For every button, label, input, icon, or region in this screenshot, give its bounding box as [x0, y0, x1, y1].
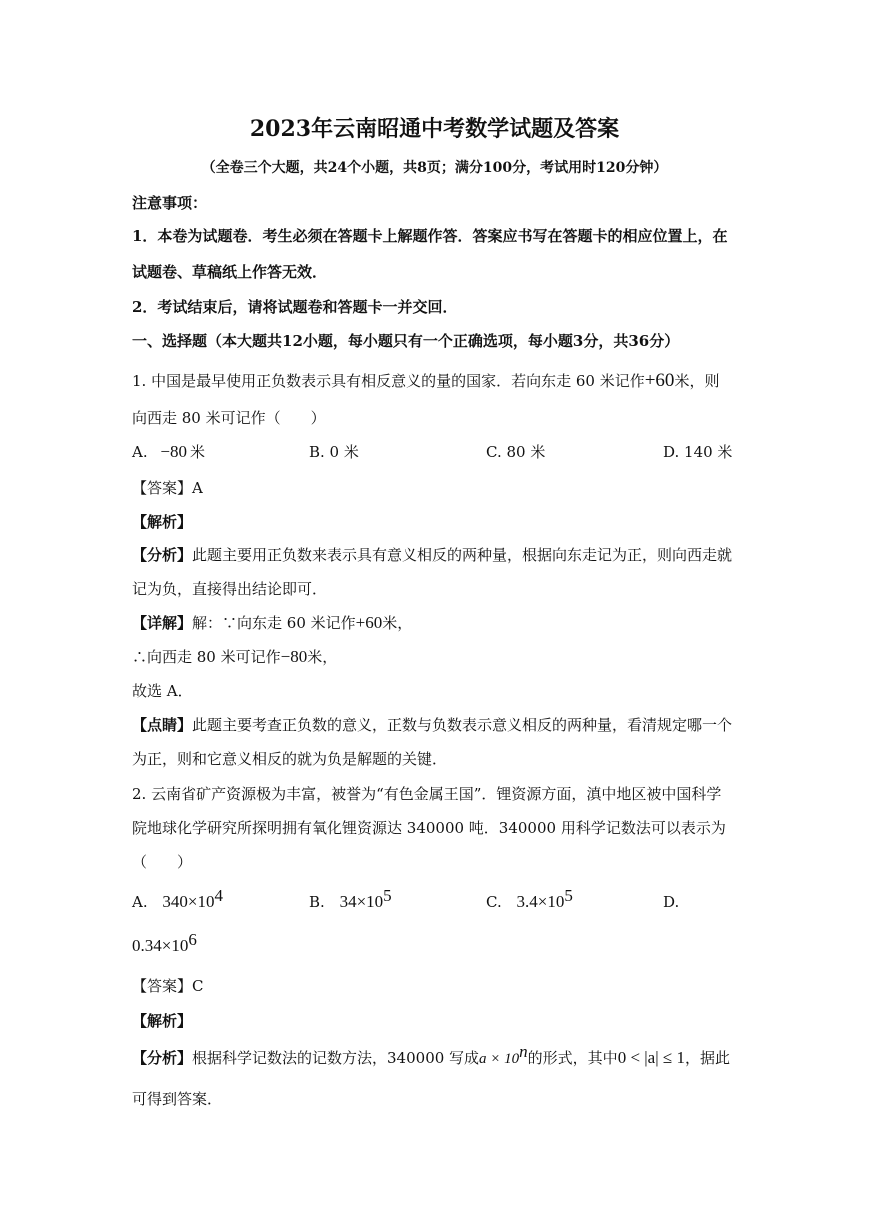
- q1-math-plus60: +60: [644, 370, 675, 391]
- q1-xiangjie: 【详解】解：∵向东走 60 米记作+60米，: [132, 613, 413, 632]
- section-heading: 一、选择题（本大题共12小题，每小题只有一个正确选项，每小题3分，共36分）: [132, 332, 680, 350]
- q2-answer: 【答案】C: [132, 977, 204, 995]
- q1-stem-line2: 向西走 80 米可记作（ ）: [132, 409, 326, 427]
- notes-heading: 注意事项：: [132, 194, 208, 212]
- q1-stem-line1: 1. 中国是最早使用正负数表示具有相反意义的量的国家．若向东走 60 米记作+60米，则: [132, 370, 720, 391]
- q2-option-c: C. $3.4\times 10^5$: [486, 886, 573, 911]
- note2: 2．考试结束后，请将试题卷和答题卡一并交回．: [132, 298, 458, 316]
- q2-fenxi-line2: 可得到答案．: [132, 1090, 223, 1108]
- q1-fenxi-line1: 【分析】此题主要用正负数来表示具有意义相反的两种量，根据向东走记为正，则向西走就: [132, 546, 733, 564]
- page-title: 2023年云南昭通中考数学试题及答案: [249, 116, 620, 142]
- q1-answer: 【答案】A: [132, 479, 203, 497]
- q1-option-d: D. 140 米: [663, 443, 733, 461]
- q1-therefore: ∴向西走 80 米可记作−80米，: [132, 647, 338, 666]
- q2-fenxi-line1: 【分析】根据科学记数法的记数方法，340000 写成$a \times 10^n$的形式，其中0 < |a| ≤ 1，据此: [132, 1042, 730, 1067]
- q1-dianjing-line1: 【点睛】此题主要考查正负数的意义，正数与负数表示意义相反的两种量，看清规定哪一个: [132, 716, 733, 734]
- q2-option-d: $0.34\times 10^6$: [132, 930, 197, 955]
- q1-choose: 故选 A．: [132, 682, 193, 700]
- q2-stem-line3: （ ）: [132, 853, 193, 871]
- q1-dianjing-line2: 为正，则和它意义相反的就为负是解题的关键．: [132, 750, 448, 768]
- note1-line1: 1．本卷为试题卷．考生必须在答题卡上解题作答．答案应书写在答题卡的相应位置上，在: [132, 227, 728, 245]
- q2-option-a: A. $340\times 10^4$: [132, 886, 223, 911]
- q2-option-b: B. $34\times 10^5$: [309, 886, 392, 911]
- note1-line2: 试题卷、草稿纸上作答无效．: [132, 263, 328, 281]
- q1-option-a: A. −80 米: [132, 442, 205, 461]
- exam-info: （全卷三个大题，共24个小题，共8页；满分100分，考试用时120分钟）: [201, 160, 668, 176]
- q1-option-c: C. 80 米: [486, 443, 546, 461]
- q2-option-d-label: D.: [663, 893, 680, 911]
- q1-analysis-tag: 【解析】: [132, 513, 193, 531]
- q2-stem-line2: 院地球化学研究所探明拥有氧化锂资源达 340000 吨．340000 用科学记数法可以表示为: [132, 819, 726, 837]
- q1-option-b: B. 0 米: [309, 443, 359, 461]
- q2-stem-line1: 2. 云南省矿产资源极为丰富，被誉为“有色金属王国”．锂资源方面，滇中地区被中国科学: [132, 785, 722, 803]
- q2-analysis-tag: 【解析】: [132, 1012, 193, 1030]
- q1-fenxi-line2: 记为负，直接得出结论即可．: [132, 580, 328, 598]
